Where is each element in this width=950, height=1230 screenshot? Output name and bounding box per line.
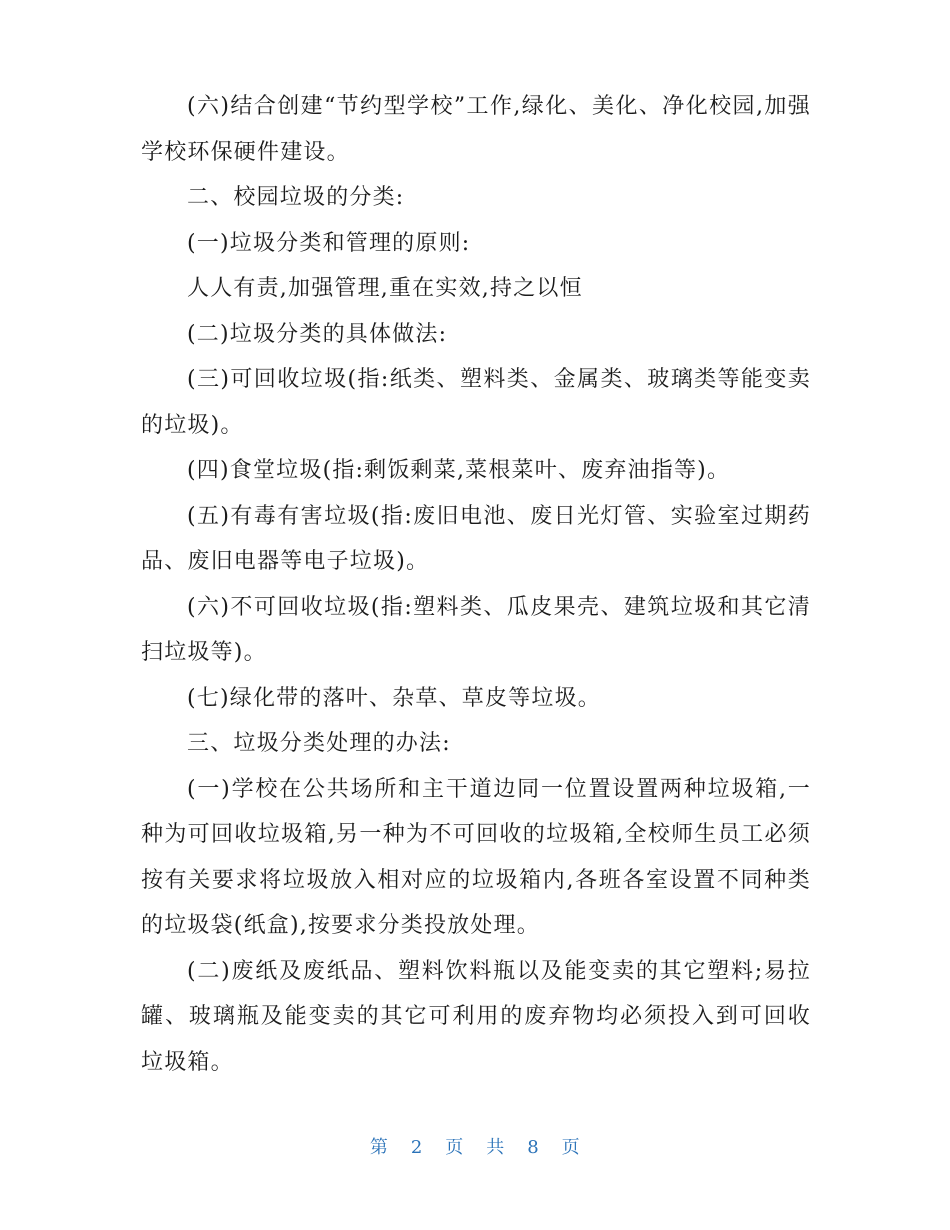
section-heading-3: 三、垃圾分类处理的办法: <box>187 731 451 756</box>
paragraph-8: (五)有毒有害垃圾(指:废旧电池、废日光灯管、实验室过期药品、废旧电器等电子垃圾)。 <box>141 503 811 574</box>
footer-page-word: 页 <box>445 1137 464 1158</box>
paragraph-4: 人人有责,加强管理,重在实效,持之以恒 <box>187 276 583 301</box>
paragraph-7: (四)食堂垃圾(指:剩饭剩菜,菜根菜叶、废弃油指等)。 <box>187 458 731 483</box>
paragraph-3: (一)垃圾分类和管理的原则: <box>187 230 471 256</box>
document-body <box>141 84 811 1085</box>
paragraph-6: (三)可回收垃圾(指:纸类、塑料类、金属类、玻璃类等能变卖的垃圾)。 <box>141 367 811 438</box>
footer-total-word: 共 <box>486 1137 505 1158</box>
footer-suffix: 页 <box>561 1137 581 1158</box>
paragraph-13: (二)废纸及废纸品、塑料饮料瓶以及能变卖的其它塑料;易拉罐、玻璃瓶及能变卖的其它可利用的废弃物均必须投入到可回收垃圾箱。 <box>141 958 811 1075</box>
paragraph-9: (六)不可回收垃圾(指:塑料类、瓜皮果壳、建筑垃圾和其它清扫垃圾等)。 <box>141 594 811 665</box>
section-heading-2: 二、校园垃圾的分类: <box>187 185 405 210</box>
footer-prefix: 第 <box>369 1137 389 1158</box>
paragraph-1: (六)结合创建“节约型学校”工作,绿化、美化、净化校园,加强学校环保硬件建设。 <box>141 94 811 165</box>
footer-total-pages: 8 <box>527 1137 540 1158</box>
page-footer <box>0 1133 950 1159</box>
footer-current-page: 2 <box>410 1137 423 1158</box>
paragraph-5: (二)垃圾分类的具体做法: <box>187 321 448 347</box>
paragraph-12: (一)学校在公共场所和主干道边同一位置设置两种垃圾箱,一种为可回收垃圾箱,另一种为不可回收的垃圾箱,全校师生员工必须按有关要求将垃圾放入相对应的垃圾箱内,各班各室设置不同种类的垃圾袋(纸盒),按要求分类投放处理。 <box>141 776 811 938</box>
paragraph-10: (七)绿化带的落叶、杂草、草皮等垃圾。 <box>187 685 601 711</box>
